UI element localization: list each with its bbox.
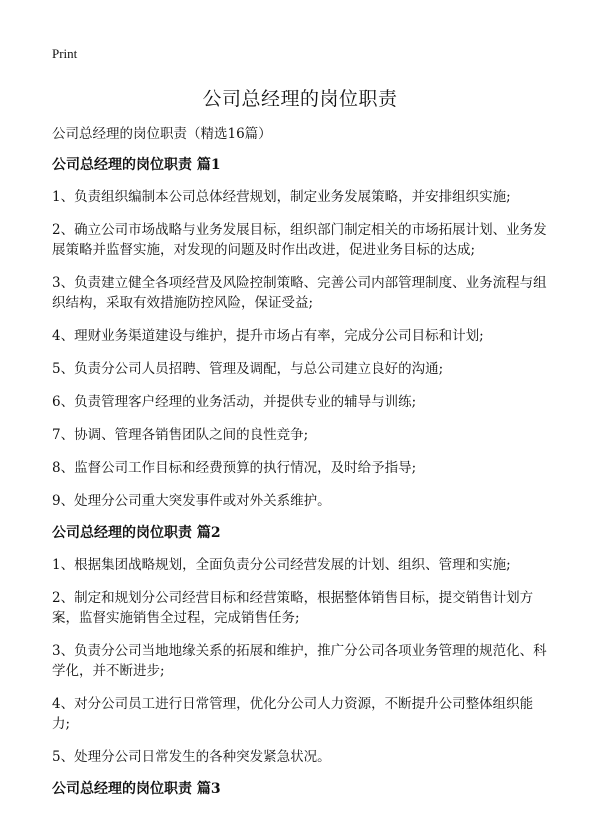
section-heading: 公司总经理的岗位职责 篇1 (52, 157, 221, 173)
list-item: 6、负责管理客户经理的业务活动，并提供专业的辅导与训练; (52, 394, 417, 410)
list-item: 5、负责分公司人员招聘、管理及调配，与总公司建立良好的沟通; (52, 361, 444, 377)
list-item: 1、根据集团战略规划，全面负责分公司经营发展的计划、组织、管理和实施; (52, 557, 511, 573)
list-item: 8、监督公司工作目标和经费预算的执行情况，及时给予指导; (52, 460, 417, 476)
list-item: 2、制定和规划分公司经营目标和经营策略，根据整体销售目标，提交销售计划方案，监督实施销售全过程，完成销售任务; (52, 590, 534, 626)
print-link[interactable]: Print (52, 46, 78, 61)
list-item: 2、确立公司市场战略与业务发展目标，组织部门制定相关的市场拓展计划、业务发展策略并监督实施，对发现的问题及时作出改进，促进业务目标的达成; (52, 222, 547, 258)
list-item: 4、理财业务渠道建设与维护，提升市场占有率，完成分公司目标和计划; (52, 328, 484, 344)
section-heading: 公司总经理的岗位职责 篇2 (52, 525, 221, 541)
subtitle: 公司总经理的岗位职责（精选16篇） (52, 126, 272, 142)
list-item: 5、处理分公司日常发生的各种突发紧急状况。 (52, 749, 331, 765)
list-item: 7、协调、管理各销售团队之间的良性竞争; (52, 427, 309, 443)
section-1 (52, 156, 548, 511)
section-heading: 公司总经理的岗位职责 篇3 (52, 781, 221, 797)
list-item: 3、负责分公司当地地缘关系的拓展和维护，推广分公司各项业务管理的规范化、科学化，并不断进步; (52, 643, 547, 679)
list-item: 1、负责组织编制本公司总体经营规划，制定业务发展策略，并安排组织实施; (52, 189, 511, 205)
section-3 (52, 780, 548, 798)
list-item: 3、负责建立健全各项经营及风险控制策略、完善公司内部管理制度、业务流程与组织结构，采取有效措施防控风险，保证受益; (52, 275, 547, 311)
list-item: 4、对分公司员工进行日常管理，优化分公司人力资源，不断提升公司整体组织能力; (52, 696, 534, 732)
section-2 (52, 524, 548, 767)
list-item: 9、处理分公司重大突发事件或对外关系维护。 (52, 493, 331, 509)
page-title: 公司总经理的岗位职责 (202, 88, 398, 110)
